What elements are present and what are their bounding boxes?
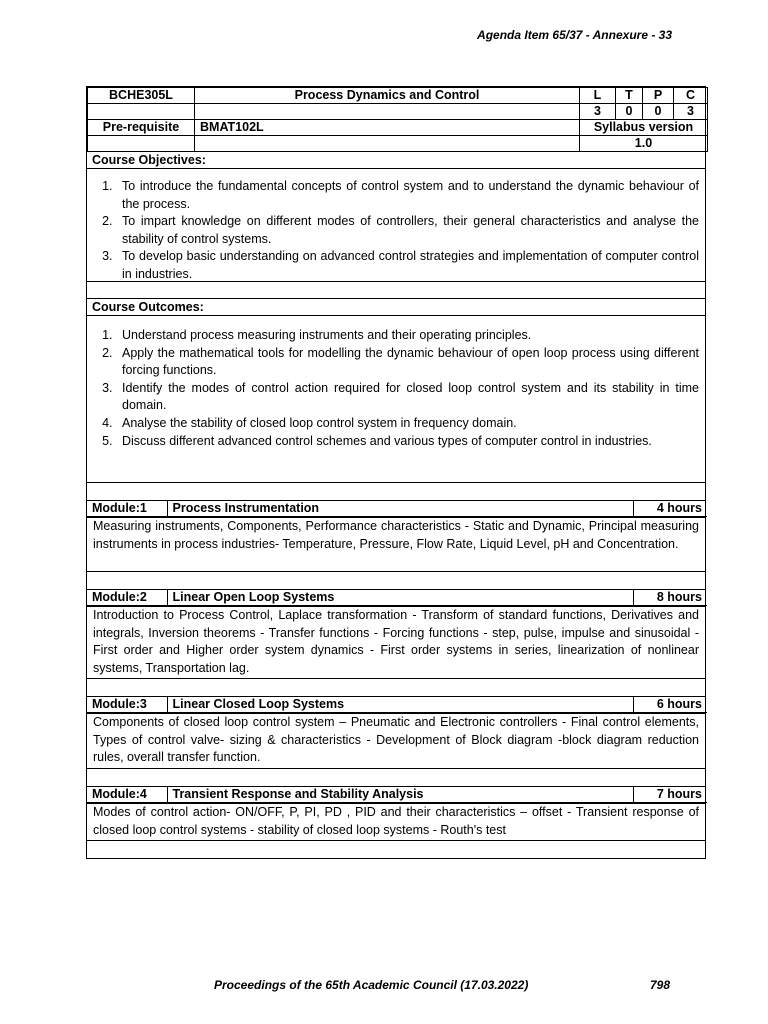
module-label: Module:2 [87,590,167,606]
module-3 [87,696,705,786]
outcome-item: 2. Apply the mathematical tools for modelling the dynamic behaviour of open loop process using different forcing functions. [116,345,699,380]
blank-row [87,482,705,500]
ltpc-label-c: C [674,88,708,104]
objective-item: 2. To impart knowledge on different modes of controllers, their general characteristics and analyse the stability of control systems. [116,213,699,248]
module-content: Components of closed loop control system – Pneumatic and Electronic controllers - Final control elements, Types of control valve- sizing & characteristics - Development of Block diagram -block diagram reduction rules, overall transfer function. [87,713,705,768]
module-title: Linear Closed Loop Systems [167,697,633,713]
page-number: 798 [650,978,671,992]
module-content: Measuring instruments, Components, Performance characteristics - Static and Dynamic, Principal measuring instruments in process industries- Temperature, Pressure, Flow Rate, Liquid Level, pH and Concentration. [87,517,705,571]
page-footer [0,978,768,996]
module-label: Module:1 [87,501,167,517]
objectives-heading: Course Objectives: [87,152,705,169]
module-hours: 4 hours [633,501,707,517]
course-code: BCHE305L [88,88,195,104]
outcome-item: 5. Discuss different advanced control schemes and various types of computer control in industries. [116,433,699,451]
blank-row [87,678,705,696]
module-title: Transient Response and Stability Analysis [167,787,633,803]
module-label: Module:3 [87,697,167,713]
prerequisite-value: BMAT102L [195,120,580,136]
ltpc-value-l: 3 [580,104,616,120]
module-2 [87,589,705,696]
module-title: Linear Open Loop Systems [167,590,633,606]
module-content: Introduction to Process Control, Laplace transformation - Transform of standard functions, Derivatives and integrals, Inversion theorems - Transfer functions - Forcing functions - step, pulse, impulse and sinusoidal - First order and Higher order system dynamics - First order systems in series, linearization of nonlinear systems, Transportation lag. [87,606,705,678]
module-hours: 8 hours [633,590,707,606]
course-title: Process Dynamics and Control [195,88,580,104]
module-content: Modes of control action- ON/OFF, P, PI, PD , PID and their characteristics – offset - Transient response of closed loop control systems - stability of closed loop systems - Routh's test [87,803,705,840]
objectives-section [87,152,705,298]
prerequisite-label: Pre-requisite [88,120,195,136]
blank-row [87,571,705,589]
module-label: Module:4 [87,787,167,803]
ltpc-label-t: T [616,88,643,104]
syllabus-version-value: 1.0 [580,136,708,152]
objectives-list [93,178,699,284]
page-header: Agenda Item 65/37 - Annexure - 33 [477,28,672,42]
outcomes-section [87,298,705,500]
outcomes-heading: Course Outcomes: [87,299,705,316]
ltpc-label-p: P [643,88,674,104]
module-hours: 6 hours [633,697,707,713]
syllabus-version-label: Syllabus version [580,120,708,136]
course-info-table [87,87,708,152]
objective-item: 1. To introduce the fundamental concepts of control system and to understand the dynamic behaviour of the process. [116,178,699,213]
empty-cell [195,104,580,120]
outcome-item: 4. Analyse the stability of closed loop control system in frequency domain. [116,415,699,433]
ltpc-value-c: 3 [674,104,708,120]
module-title: Process Instrumentation [167,501,633,517]
ltpc-label-l: L [580,88,616,104]
empty-cell [88,104,195,120]
objective-item: 3. To develop basic understanding on advanced control strategies and implementation of computer control in industries. [116,248,699,283]
module-1 [87,500,705,589]
ltpc-value-p: 0 [643,104,674,120]
blank-row [87,840,705,858]
outcomes-list [93,327,699,450]
outcome-item: 3. Identify the modes of control action required for closed loop control system and its stability in time domain. [116,380,699,415]
ltpc-value-t: 0 [616,104,643,120]
blank-row [87,768,705,786]
module-hours: 7 hours [633,787,707,803]
footer-title: Proceedings of the 65th Academic Council (17.03.2022) [214,978,529,992]
empty-cell [88,136,195,152]
module-4 [87,786,705,858]
empty-cell [195,136,580,152]
outcome-item: 1. Understand process measuring instruments and their operating principles. [116,327,699,345]
syllabus-table [86,86,706,859]
